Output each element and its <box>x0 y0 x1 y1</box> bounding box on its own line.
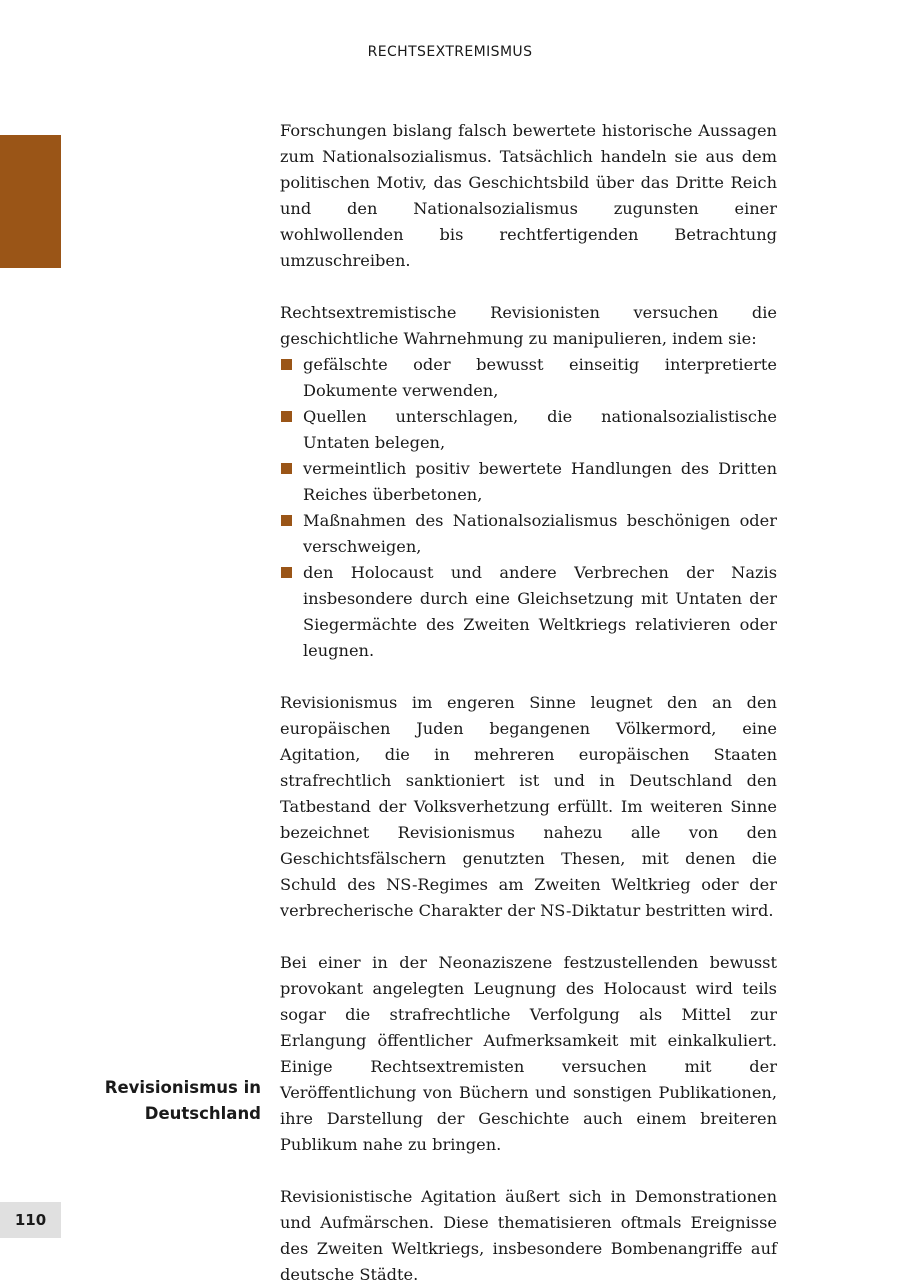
square-bullet-icon <box>281 515 292 526</box>
page-number: 110 <box>0 1202 61 1238</box>
chapter-color-tab <box>0 135 61 268</box>
square-bullet-icon <box>281 359 292 370</box>
running-head: RECHTSEXTREMISMUS <box>367 44 533 60</box>
list-item: Maßnahmen des Nationalsozialismus beschönigen oder verschweigen, <box>280 508 777 560</box>
square-bullet-icon <box>281 411 292 422</box>
list-item: vermeintlich positiv bewertete Handlungen des Dritten Reiches überbetonen, <box>280 456 777 508</box>
square-bullet-icon <box>281 463 292 474</box>
margin-heading-line-2: Deutschland <box>144 1104 261 1123</box>
list-item: gefälschte oder bewusst einseitig interpretierte Dokumente verwenden, <box>280 352 777 404</box>
list-item: den Holocaust und andere Verbrechen der Nazis insbesondere durch eine Gleichsetzung mit Untaten der Siegermächte des Zweiten Weltkriegs relativieren oder leugnen. <box>280 560 777 664</box>
paragraph-4: Bei einer in der Neonaziszene festzustellenden bewusst provokant angelegten Leugnung des Holocaust wird teils sogar die strafrechtliche Verfolgung als Mittel zur Erlangung öffentlicher Aufmerksamkeit mit einkalkuliert. Einige Rechtsextremisten versuchen mit der Veröffentlichung von Büchern und sonstigen Publikationen, ihre Darstellung der Geschichte auch einem breiteren Publikum nahe zu bringen. <box>280 953 777 1154</box>
bullet-list <box>280 352 777 664</box>
paragraph-2-intro: Rechtsextremistische Revisionisten versuchen die geschichtliche Wahrnehmung zu manipulieren, indem sie: <box>280 303 777 348</box>
square-bullet-icon <box>281 567 292 578</box>
paragraph-1: Forschungen bislang falsch bewertete historische Aussagen zum Nationalsozialismus. Tatsächlich handeln sie aus dem politischen Motiv, das Geschichtsbild über das Dritte Reich und den Nationalsozialismus zugunsten einer wohlwollenden bis rechtfertigenden Betrachtung umzuschreiben. <box>280 121 777 270</box>
margin-heading <box>60 1075 261 1127</box>
paragraph-5: Revisionistische Agitation äußert sich in Demonstrationen und Aufmärschen. Diese thematisieren oftmals Ereignisse des Zweiten Weltkriegs, insbesondere Bombenangriffe auf deutsche Städte. <box>280 1187 777 1284</box>
margin-heading-line-1: Revisionismus in <box>104 1078 261 1097</box>
body-text-column <box>280 118 777 1288</box>
paragraph-3: Revisionismus im engeren Sinne leugnet den an den europäischen Juden begangenen Völkermord, eine Agitation, die in mehreren europäischen Staaten strafrechtlich sanktioniert ist und in Deutschland den Tatbestand der Volksverhetzung erfüllt. Im weiteren Sinne bezeichnet Revisionismus nahezu alle von den Geschichtsfälschern genutzten Thesen, mit denen die Schuld des NS-Regimes am Zweiten Weltkrieg oder der verbrecherische Charakter der NS-Diktatur bestritten wird. <box>280 693 777 920</box>
list-item: Quellen unterschlagen, die nationalsozialistische Untaten belegen, <box>280 404 777 456</box>
